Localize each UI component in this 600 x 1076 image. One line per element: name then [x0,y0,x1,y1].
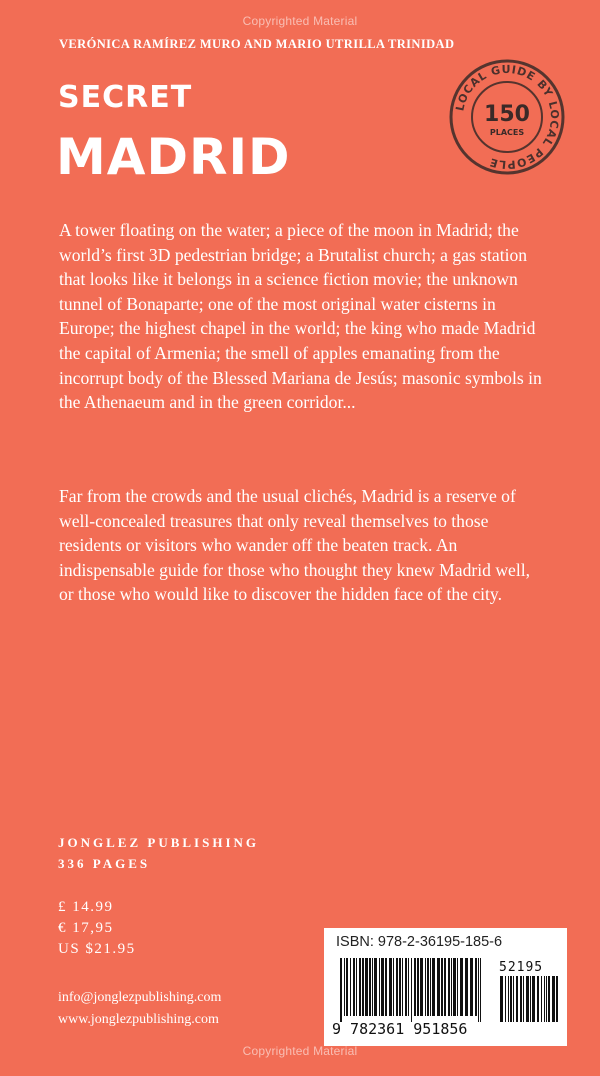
isbn-label: ISBN: 978-2-36195-185-6 [336,934,503,950]
authors: VERÓNICA RAMÍREZ MURO AND MARIO UTRILLA TRINIDAD [59,37,455,51]
price-usd: US $21.95 [58,941,136,957]
description-paragraph-2: Far from the crowds and the usual clichés, Madrid is a reserve of well-concealed treasures that only reveal themselves to those residents or visitors who wander off the beaten track. An indispensable guide for those who thought they knew Madrid well, or those who would like to discover the hidden face of the city. [59,486,531,605]
local-guide-stamp [448,58,566,176]
copyright-watermark-top: Copyrighted Material [242,14,358,28]
barcode-digits-row [324,1020,567,1046]
stamp-ring-text: LOCAL GUIDE BY LOCAL PEOPLE [453,62,562,172]
barcode-addon-digits: 52195 [499,960,544,975]
price-gbp: £ 14.99 [58,899,114,915]
price-eur: € 17,95 [58,920,114,936]
email-link[interactable]: info@jonglezpublishing.com [58,990,222,1005]
copyright-watermark-bottom: Copyrighted Material [242,1044,358,1058]
publisher: JONGLEZ PUBLISHING [58,835,260,850]
page-count: 336 PAGES [58,856,151,871]
stamp-number: 150 [484,102,530,127]
book-title: MADRID [56,128,291,186]
website-link[interactable]: www.jonglezpublishing.com [58,1012,219,1027]
barcode-digits: 9 782361 951856 [332,1020,468,1038]
series-title: SECRET [58,80,193,115]
description-paragraph-1: A tower floating on the water; a piece of the moon in Madrid; the world’s first 3D pedestrian bridge; a Brutalist church; a gas station that looks like it belongs in a science fiction movie; the unknown tunnel of Bonaparte; one of the most original water cisterns in Europe; the highest chapel in the world; the king who made Madrid the capital of Armenia; the smell of apples emanating from the incorrupt body of the Blessed Mariana de Jesús; masonic symbols in the Athenaeum and in the green corridor... [59,220,542,413]
stamp-places: PLACES [489,128,525,137]
